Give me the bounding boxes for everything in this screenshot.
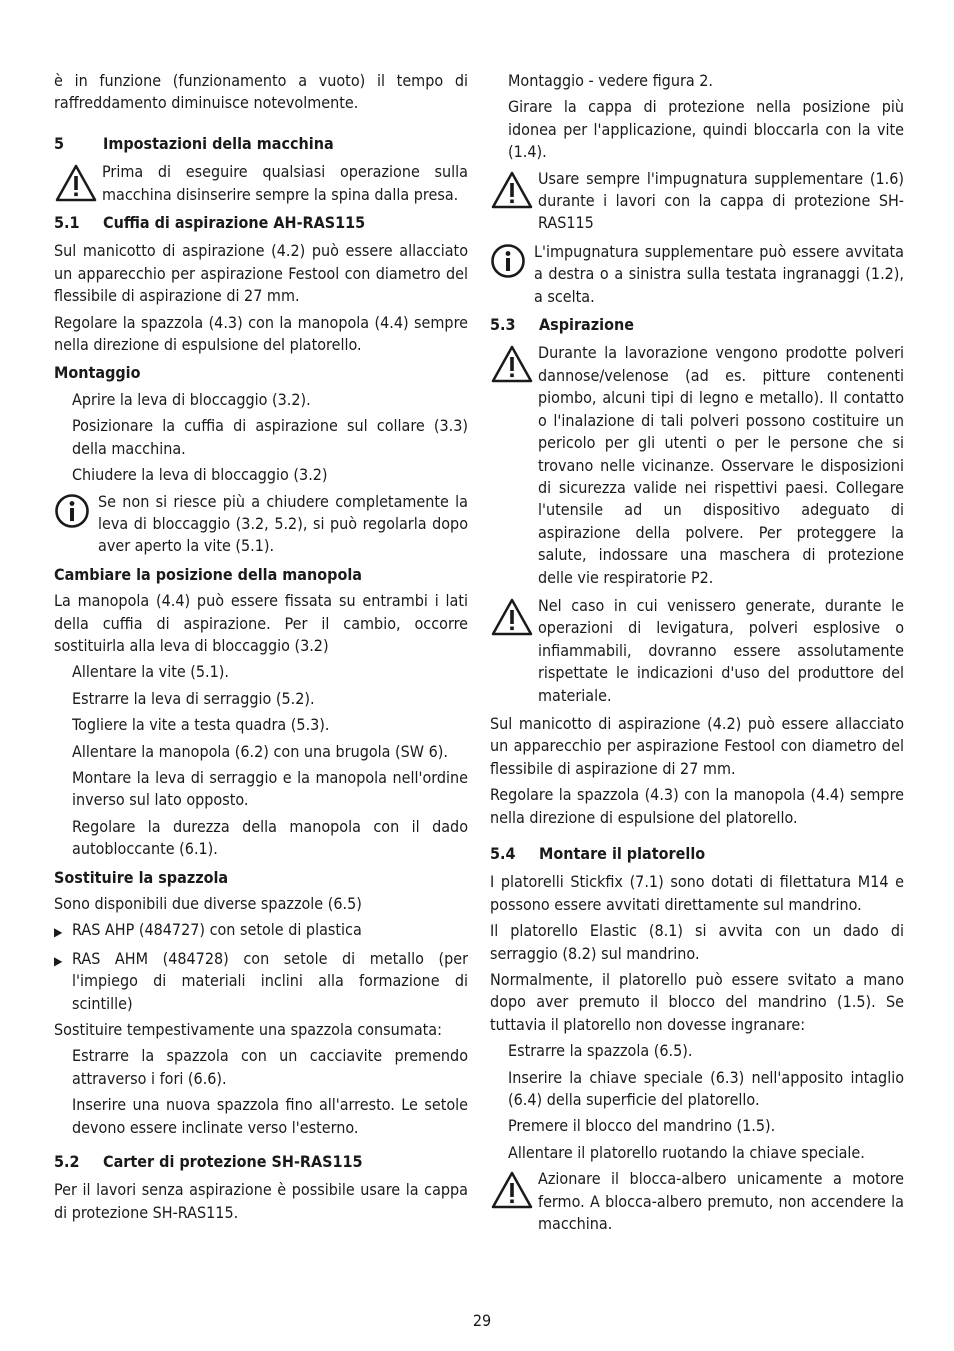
paragraph: I platorelli Stickfix (7.1) sono dotati di filettatura M14 e possono essere avvitati direttamente sul mandrino. bbox=[490, 872, 904, 914]
section-5-3-heading: 5.3 Aspirazione bbox=[490, 315, 634, 335]
info-circle-icon bbox=[490, 241, 534, 308]
section-5-2-heading: 5.2 Carter di protezione SH-RAS115 bbox=[54, 1152, 363, 1172]
step: Montare la leva di serraggio e la manopola nell'ordine inverso sul lato opposto. bbox=[72, 767, 468, 810]
paragraph: Sul manicotto di aspirazione (4.2) può essere allacciato un apparecchio per aspirazione Festool con diametro del flessibile di aspirazione di 27 mm. bbox=[54, 241, 468, 306]
step: Estrarre la spazzola con un cacciavite premendo attraverso i fori (6.6). bbox=[72, 1046, 468, 1088]
step: Estrarre la spazzola (6.5). bbox=[508, 1041, 693, 1061]
step: Girare la cappa di protezione nella posizione più idonea per l'applicazione, quindi bloccarla con la vite (1.4). bbox=[508, 97, 904, 162]
triangle-bullet-icon: ▶ bbox=[54, 925, 63, 940]
subheading-cambiare: Cambiare la posizione della manopola bbox=[54, 564, 362, 584]
step: Posizionare la cuffia di aspirazione sul collare (3.3) della macchina. bbox=[72, 416, 468, 458]
list-item: ▶ RAS AHM (484728) con setole di metallo (per l'impiego di materiali inclini alla formazione di scintille) bbox=[54, 948, 468, 1015]
step: Inserire la chiave speciale (6.3) nell'apposito intaglio (6.4) della superficie del platorello. bbox=[508, 1067, 904, 1110]
warning-triangle-icon bbox=[490, 168, 538, 235]
section-5-1-heading: 5.1 Cuffia di aspirazione AH-RAS115 bbox=[54, 213, 366, 233]
warning-block: Durante la lavorazione vengono prodotte polveri dannose/velenose (ad es. pitture contenenti piombo, alcuni tipi di legno e metallo). Il contatto o l'inalazione di tali polveri possono costituire un pericolo per gli utenti o per le persone che si trovano nelle vicinanze. Osservare le disposizioni di sicurezza valide nei rispettivi paesi. Collegare l'utensile ad un dispositivo adeguato di aspirazione della polvere. Per proteggere la salute, indossare una maschera di protezione delle vie respiratorie P2. bbox=[490, 342, 904, 588]
warning-triangle-icon bbox=[54, 161, 102, 206]
warning-block: Azionare il blocca-albero unicamente a motore fermo. A blocca-albero premuto, non accendere la macchina. bbox=[490, 1168, 904, 1235]
step: Regolare la durezza della manopola con il dado autobloccante (6.1). bbox=[72, 816, 468, 859]
subheading-sostituire: Sostituire la spazzola bbox=[54, 867, 229, 887]
warning-triangle-icon bbox=[490, 342, 538, 588]
step: Allentare la vite (5.1). bbox=[72, 662, 229, 682]
subheading-montaggio: Montaggio bbox=[54, 363, 141, 383]
paragraph: Normalmente, il platorello può essere svitato a mano dopo aver premuto il blocco del mandrino (1.5). Se tuttavia il platorello non dovesse ingranare: bbox=[490, 970, 904, 1034]
warning-triangle-icon bbox=[490, 1168, 538, 1235]
paragraph: Regolare la spazzola (4.3) con la manopola (4.4) sempre nella direzione di espulsione del platorello. bbox=[490, 785, 904, 827]
step: Chiudere la leva di bloccaggio (3.2) bbox=[72, 465, 328, 485]
step: Togliere la vite a testa quadra (5.3). bbox=[72, 715, 330, 735]
step: Aprire la leva di bloccaggio (3.2). bbox=[72, 389, 311, 409]
paragraph: Il platorello Elastic (8.1) si avvita con un dado di serraggio (8.2) sul mandrino. bbox=[490, 921, 904, 963]
warning-block: Nel caso in cui venissero generate, durante le operazioni di levigatura, polveri esplosive o infiammabili, dovranno essere assolutamente rispettate le indicazioni d'uso del produttore del materiale. bbox=[490, 595, 904, 707]
step: Inserire una nuova spazzola fino all'arresto. Le setole devono essere inclinate verso l'esterno. bbox=[72, 1095, 468, 1137]
info-circle-icon bbox=[54, 491, 98, 558]
step: Montaggio - vedere figura 2. bbox=[508, 71, 713, 90]
warning-block: Prima di eseguire qualsiasi operazione sulla macchina disinserire sempre la spina dalla presa. bbox=[54, 161, 468, 206]
intro-paragraph: è in funzione (funzionamento a vuoto) il tempo di raffreddamento diminuisce notevolmente. bbox=[54, 71, 468, 113]
paragraph: Sul manicotto di aspirazione (4.2) può essere allacciato un apparecchio per aspirazione Festool con diametro del flessibile di aspirazione di 27 mm. bbox=[490, 713, 904, 778]
page-number: 29 bbox=[472, 1311, 492, 1330]
step: Estrarre la leva di serraggio (5.2). bbox=[72, 688, 315, 708]
section-5-heading: 5 Impostazioni della macchina bbox=[54, 133, 334, 153]
paragraph: Sostituire tempestivamente una spazzola consumata: bbox=[54, 1020, 442, 1040]
left-column bbox=[54, 70, 468, 1228]
warning-block: Usare sempre l'impugnatura supplementare (1.6) durante i lavori con la cappa di protezione SH-RAS115 bbox=[490, 168, 904, 235]
step: Allentare la manopola (6.2) con una brugola (SW 6). bbox=[72, 741, 448, 761]
warning-triangle-icon bbox=[490, 595, 538, 707]
list-item: ▶ RAS AHP (484727) con setole di plastica bbox=[54, 919, 468, 943]
right-column bbox=[490, 70, 904, 1242]
info-block: Se non si riesce più a chiudere completamente la leva di bloccaggio (3.2, 5.2), si può regolarla dopo aver aperto la vite (5.1). bbox=[54, 491, 468, 558]
section-5-4-heading: 5.4 Montare il platorello bbox=[490, 844, 706, 863]
paragraph: Sono disponibili due diverse spazzole (6.5) bbox=[54, 894, 362, 913]
paragraph: La manopola (4.4) può essere fissata su entrambi i lati della cuffia di aspirazione. Per il cambio, occorre sostituirla alla leva di bloccaggio (3.2) bbox=[54, 591, 468, 655]
step: Premere il blocco del mandrino (1.5). bbox=[508, 1116, 776, 1136]
paragraph: Per il lavori senza aspirazione è possibile usare la cappa di protezione SH-RAS115. bbox=[54, 1180, 468, 1222]
info-block: L'impugnatura supplementare può essere avvitata a destra o a sinistra sulla testata ingranaggi (1.2), a scelta. bbox=[490, 241, 904, 308]
triangle-bullet-icon: ▶ bbox=[54, 953, 63, 968]
paragraph: Regolare la spazzola (4.3) con la manopola (4.4) sempre nella direzione di espulsione del platorello. bbox=[54, 312, 468, 355]
step: Allentare il platorello ruotando la chiave speciale. bbox=[508, 1142, 865, 1162]
